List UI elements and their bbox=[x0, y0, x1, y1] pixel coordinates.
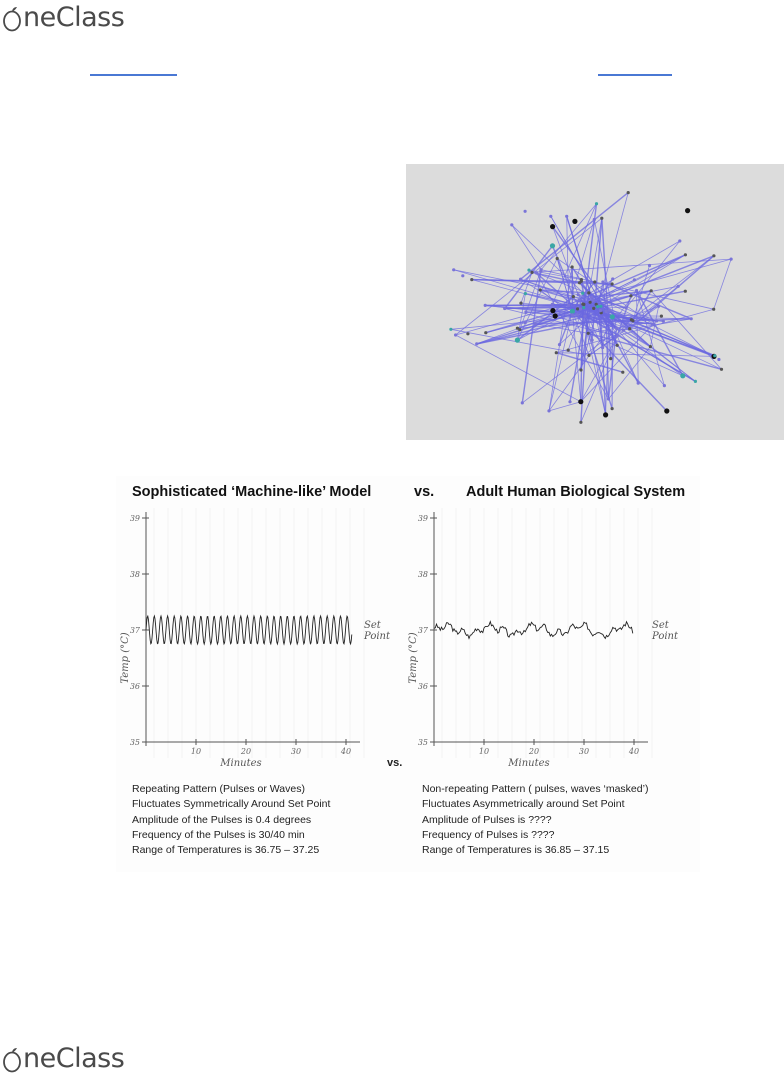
network-node bbox=[577, 293, 580, 296]
header-logo-text: neClass bbox=[23, 2, 124, 33]
network-node bbox=[572, 219, 577, 224]
left-caption-5: Range of Temperatures is 36.75 – 37.25 bbox=[132, 843, 330, 858]
network-node bbox=[572, 295, 575, 298]
network-node bbox=[694, 380, 697, 383]
set-point-label: Set bbox=[652, 620, 670, 631]
network-node bbox=[454, 333, 457, 336]
network-edge bbox=[549, 267, 572, 411]
network-edge bbox=[541, 204, 596, 270]
y-tick-label: 37 bbox=[418, 626, 429, 635]
human-system-chart bbox=[404, 506, 674, 766]
temperature-comparison-figure bbox=[116, 476, 700, 872]
network-node bbox=[524, 292, 527, 295]
network-node bbox=[609, 357, 612, 360]
network-node bbox=[684, 290, 687, 293]
network-node bbox=[527, 269, 530, 272]
network-node bbox=[524, 321, 527, 324]
network-node bbox=[484, 331, 487, 334]
network-node bbox=[556, 257, 559, 260]
header-logo bbox=[2, 2, 124, 33]
network-node bbox=[519, 302, 522, 305]
network-edge bbox=[549, 402, 581, 411]
network-node bbox=[579, 421, 582, 424]
right-caption-2: Fluctuates Asymmetrically around Set Point bbox=[422, 797, 648, 812]
network-node bbox=[680, 373, 685, 378]
network-node bbox=[713, 354, 716, 357]
right-caption-1: Non-repeating Pattern ( pulses, waves ‘masked’) bbox=[422, 782, 648, 797]
network-node bbox=[633, 278, 636, 281]
network-edge bbox=[714, 259, 731, 309]
network-node bbox=[596, 305, 599, 308]
network-edge bbox=[456, 335, 581, 402]
network-node bbox=[601, 346, 604, 349]
y-tick-label: 35 bbox=[130, 738, 140, 747]
y-tick-label: 37 bbox=[130, 626, 141, 635]
x-axis-label: Minutes bbox=[219, 758, 261, 769]
network-node bbox=[628, 327, 631, 330]
y-tick-label: 35 bbox=[418, 738, 428, 747]
network-node bbox=[629, 294, 632, 297]
network-node bbox=[730, 258, 733, 261]
y-tick-label: 39 bbox=[418, 514, 428, 523]
network-node bbox=[635, 289, 638, 292]
x-tick-label: 20 bbox=[240, 747, 251, 756]
network-node bbox=[663, 384, 666, 387]
network-node bbox=[655, 319, 658, 322]
blurred-link-left[interactable] bbox=[90, 74, 177, 76]
network-node bbox=[592, 307, 595, 310]
network-graph-icon bbox=[406, 164, 784, 440]
network-node bbox=[571, 313, 574, 316]
network-node bbox=[712, 308, 715, 311]
network-node bbox=[615, 327, 618, 330]
network-node bbox=[605, 310, 608, 313]
network-node bbox=[452, 268, 455, 271]
temperature-series-line bbox=[146, 616, 352, 644]
network-node bbox=[652, 323, 655, 326]
network-node bbox=[690, 317, 693, 320]
y-axis-label: Temp (°C) bbox=[120, 632, 131, 683]
vs-top-label: vs. bbox=[414, 484, 434, 500]
vs-middle-label: vs. bbox=[387, 757, 402, 769]
network-node bbox=[611, 407, 614, 410]
network-node bbox=[539, 288, 542, 291]
footer-logo bbox=[2, 1043, 124, 1074]
network-node bbox=[510, 223, 513, 226]
network-node bbox=[599, 309, 602, 312]
oneclass-logo-icon bbox=[2, 6, 22, 30]
left-caption-4: Frequency of the Pulses is 30/40 min bbox=[132, 828, 330, 843]
network-node bbox=[616, 344, 619, 347]
left-caption-1: Repeating Pattern (Pulses or Waves) bbox=[132, 782, 330, 797]
network-node bbox=[657, 305, 660, 308]
network-node bbox=[530, 271, 533, 274]
network-node bbox=[591, 339, 594, 342]
network-node bbox=[579, 307, 582, 310]
network-node bbox=[677, 285, 680, 288]
blurred-link-right[interactable] bbox=[598, 74, 672, 76]
x-tick-label: 30 bbox=[579, 747, 589, 756]
set-point-label: Point bbox=[363, 631, 391, 642]
temperature-series-line bbox=[434, 622, 633, 639]
x-tick-label: 40 bbox=[340, 747, 351, 756]
network-node bbox=[648, 264, 651, 267]
network-node bbox=[660, 315, 663, 318]
network-node bbox=[625, 306, 628, 309]
network-node bbox=[595, 202, 598, 205]
network-edge bbox=[598, 193, 629, 307]
network-node bbox=[712, 254, 715, 257]
set-point-label: Set bbox=[364, 620, 382, 631]
network-node bbox=[550, 224, 555, 229]
network-node bbox=[534, 322, 537, 325]
network-edge bbox=[567, 216, 592, 297]
network-node bbox=[555, 351, 558, 354]
right-caption-4: Frequency of Pulses is ???? bbox=[422, 828, 648, 843]
x-axis-label: Minutes bbox=[507, 758, 549, 769]
right-chart-title: Adult Human Biological System bbox=[466, 484, 685, 500]
x-tick-label: 10 bbox=[191, 747, 201, 756]
network-node bbox=[571, 265, 574, 268]
network-node bbox=[580, 278, 583, 281]
network-node bbox=[503, 307, 506, 310]
y-axis-label: Temp (°C) bbox=[408, 632, 419, 683]
network-node bbox=[608, 309, 611, 312]
x-tick-label: 20 bbox=[528, 747, 539, 756]
network-node bbox=[567, 349, 570, 352]
network-node bbox=[616, 335, 619, 338]
network-node bbox=[587, 354, 590, 357]
network-node bbox=[627, 191, 630, 194]
network-node bbox=[650, 289, 653, 292]
network-node bbox=[664, 408, 669, 413]
network-node bbox=[565, 215, 568, 218]
network-node bbox=[583, 315, 586, 318]
network-node bbox=[621, 371, 624, 374]
network-node bbox=[611, 277, 614, 280]
network-node bbox=[581, 303, 584, 306]
network-node bbox=[610, 314, 615, 319]
network-node bbox=[579, 368, 582, 371]
network-node bbox=[605, 300, 608, 303]
machine-model-chart bbox=[116, 506, 386, 766]
y-tick-label: 36 bbox=[130, 682, 140, 691]
network-node bbox=[568, 400, 571, 403]
network-node bbox=[484, 304, 487, 307]
network-node bbox=[622, 329, 625, 332]
network-node bbox=[519, 278, 522, 281]
network-node bbox=[590, 296, 593, 299]
network-node bbox=[684, 253, 687, 256]
network-node bbox=[524, 210, 527, 213]
left-caption-list bbox=[132, 782, 330, 858]
network-node bbox=[553, 313, 558, 318]
network-node bbox=[461, 274, 464, 277]
network-node bbox=[649, 345, 652, 348]
network-node bbox=[685, 208, 690, 213]
network-edge bbox=[521, 193, 629, 280]
network-graph-image bbox=[406, 164, 784, 440]
network-node bbox=[535, 272, 538, 275]
network-node bbox=[449, 328, 452, 331]
network-node bbox=[581, 292, 584, 295]
footer-logo-text: neClass bbox=[23, 1043, 124, 1074]
network-node bbox=[578, 281, 581, 284]
network-node bbox=[539, 270, 542, 273]
y-tick-label: 39 bbox=[130, 514, 140, 523]
network-node bbox=[475, 342, 478, 345]
network-node bbox=[549, 215, 552, 218]
network-node bbox=[678, 239, 681, 242]
network-node bbox=[576, 307, 579, 310]
y-tick-label: 38 bbox=[418, 570, 428, 579]
network-node bbox=[576, 313, 579, 316]
y-tick-label: 38 bbox=[130, 570, 140, 579]
network-node bbox=[470, 278, 473, 281]
network-node bbox=[558, 343, 561, 346]
network-node bbox=[611, 282, 614, 285]
network-node bbox=[589, 301, 592, 304]
network-node bbox=[603, 412, 608, 417]
x-tick-label: 10 bbox=[479, 747, 489, 756]
network-node bbox=[592, 299, 595, 302]
network-node bbox=[717, 358, 720, 361]
network-node bbox=[550, 308, 555, 313]
network-node bbox=[631, 319, 634, 322]
network-node bbox=[578, 399, 583, 404]
network-node bbox=[524, 310, 527, 313]
network-node bbox=[547, 409, 550, 412]
network-node bbox=[550, 243, 555, 248]
network-node bbox=[570, 309, 575, 314]
network-node bbox=[521, 401, 524, 404]
left-chart-title: Sophisticated ‘Machine-like’ Model bbox=[132, 484, 371, 500]
left-caption-2: Fluctuates Symmetrically Around Set Point bbox=[132, 797, 330, 812]
network-node bbox=[567, 304, 570, 307]
network-node bbox=[578, 298, 581, 301]
network-node bbox=[466, 332, 469, 335]
network-node bbox=[720, 368, 723, 371]
left-caption-3: Amplitude of the Pulses is 0.4 degrees bbox=[132, 813, 330, 828]
network-node bbox=[518, 328, 521, 331]
x-tick-label: 40 bbox=[628, 747, 639, 756]
network-node bbox=[582, 306, 585, 309]
network-node bbox=[593, 280, 596, 283]
oneclass-logo-icon bbox=[2, 1047, 22, 1071]
network-node bbox=[637, 382, 640, 385]
network-edge bbox=[549, 311, 572, 411]
right-caption-3: Amplitude of Pulses is ???? bbox=[422, 813, 648, 828]
network-node bbox=[600, 217, 603, 220]
network-node bbox=[599, 305, 602, 308]
network-node bbox=[607, 397, 610, 400]
network-edge bbox=[512, 225, 541, 270]
network-node bbox=[601, 280, 604, 283]
network-node bbox=[587, 291, 590, 294]
y-tick-label: 36 bbox=[418, 682, 428, 691]
set-point-label: Point bbox=[651, 631, 679, 642]
network-node bbox=[593, 218, 596, 221]
network-node bbox=[551, 303, 554, 306]
network-node bbox=[515, 338, 520, 343]
network-node bbox=[662, 320, 665, 323]
x-tick-label: 30 bbox=[291, 747, 301, 756]
network-node bbox=[587, 332, 590, 335]
right-caption-5: Range of Temperatures is 36.85 – 37.15 bbox=[422, 843, 648, 858]
right-caption-list bbox=[422, 782, 648, 858]
